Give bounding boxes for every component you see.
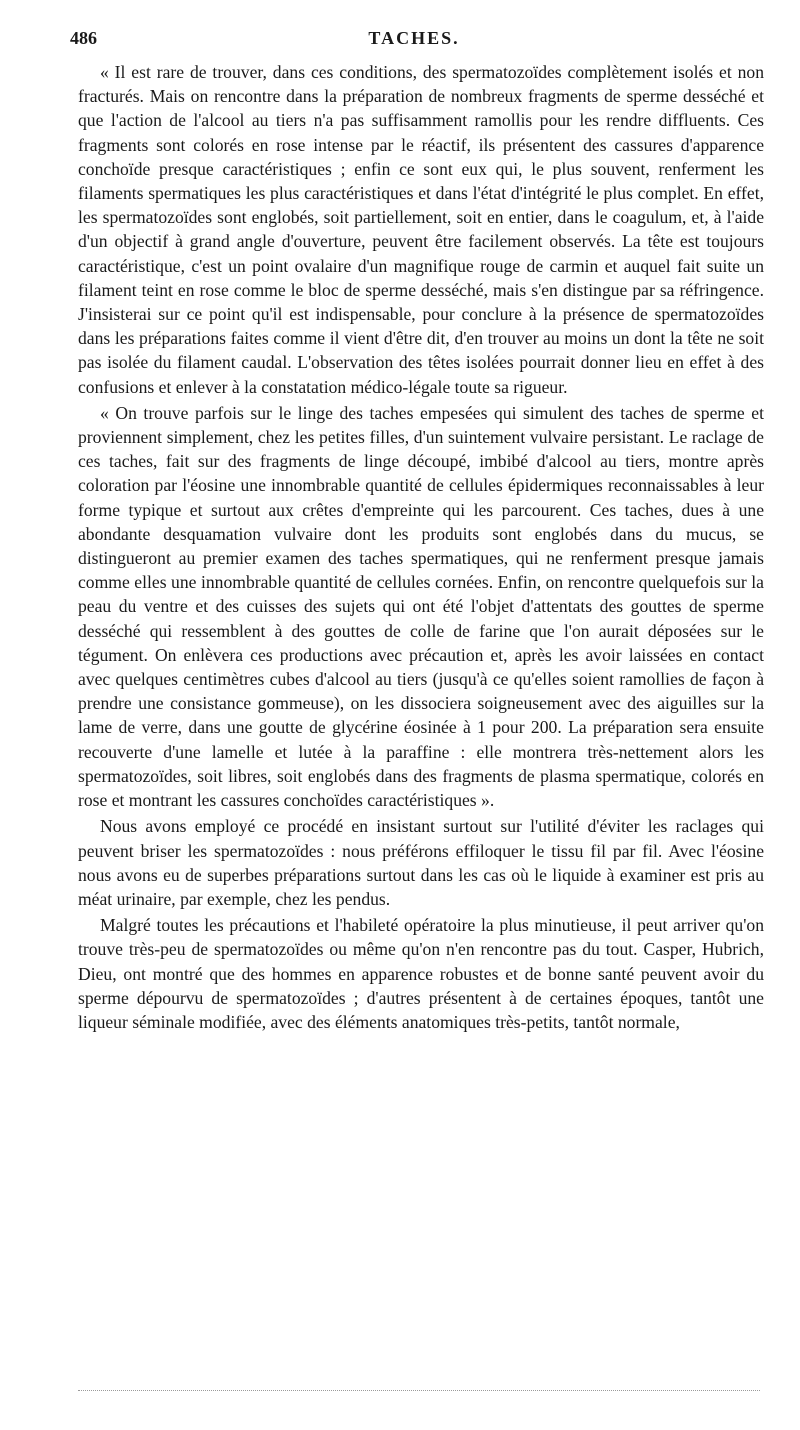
paragraph-4: Malgré toutes les précautions et l'habileté opératoire la plus minutieuse, il peut arriver qu'on trouve très-peu de spermatozoïdes ou même qu'on n'en rencontre pas du tout. Casper, Hubrich, Dieu, ont montré que des hommes en apparence robustes et de bonne santé peuvent avoir du sperme dépourvu de spermatozoïdes ; d'autres présentent à de certaines époques, tantôt une liqueur séminale modifiée, avec des éléments anatomiques très-petits, tantôt normale,	[78, 915, 764, 1032]
page-header	[70, 28, 758, 56]
page-number: 486	[70, 28, 97, 48]
paragraph-3: Nous avons employé ce procédé en insistant surtout sur l'utilité d'éviter les raclages qui peuvent briser les spermatozoïdes : nous préférons effiloquer le tissu fil par fil. Avec l'éosine nous avons eu de superbes préparations surtout dans les cas où le liquide à examiner est pris au méat urinaire, par exemple, chez les pendus.	[78, 816, 764, 909]
running-title: TACHES.	[368, 28, 460, 48]
body-text	[78, 60, 764, 1034]
footer-dotted-rule	[78, 1390, 760, 1391]
paragraph-1: « Il est rare de trouver, dans ces conditions, des spermatozoïdes complètement isolés et non fracturés. Mais on rencontre dans la préparation de nombreux fragments de sperme desséché et que l'action de l'alcool au tiers n'a pas suffisamment ramollis pour les rendre diffluents. Ces fragments sont colorés en rose intense par le réactif, ils présentent des cassures d'apparence conchoïde presque caractéristiques ; enfin ce sont eux qui, le plus souvent, renferment les filaments spermatiques les plus caractéristiques et dans l'état d'intégrité le plus complet. En effet, les spermatozoïdes sont englobés, soit partiellement, soit en entier, dans le coagulum, et, à l'aide d'un objectif à grand angle d'ouverture, peuvent être facilement observés. La tête est toujours caractéristique, c'est un point ovalaire d'un magnifique rouge de carmin et auquel fait suite un filament teint en rose comme le bloc de sperme desséché, mais s'en distingue par sa réfringence. J'insisterai sur ce point qu'il est indispensable, pour conclure à la présence de spermatozoïdes dans les préparations faites comme il vient d'être dit, d'en trouver au moins un dont la tête ne soit pas isolée du filament caudal. L'observation des têtes isolées pourrait donner lieu en effet à des confusions et enlever à la constatation médico-légale toute sa rigueur.	[78, 62, 764, 397]
paragraph-2: « On trouve parfois sur le linge des taches empesées qui simulent des taches de sperme et proviennent simplement, chez les petites filles, d'un suintement vulvaire persistant. Le raclage de ces taches, fait sur des fragments de linge découpé, imbibé d'alcool au tiers, montre après coloration par l'éosine une innombrable quantité de cellules épidermiques reconnaissables à leur forme typique et surtout aux crêtes d'empreinte qui les parcourent. Ces taches, dues à une abondante desquamation vulvaire dont les produits sont englobés dans du mucus, se distingueront au premier examen des taches spermatiques, qui ne renferment presque jamais comme elles une innombrable quantité de cellules cornées. Enfin, on rencontre quelquefois sur la peau du ventre et des cuisses des sujets qui ont été l'objet d'attentats des gouttes de sperme desséché qui ressemblent à des gouttes de colle de farine que l'on aurait déposées sur le tégument. On enlèvera ces productions avec précaution et, après les avoir laissées en contact avec quelques centimètres cubes d'alcool au tiers (jusqu'à ce qu'elles soient ramollies de façon à prendre une consistance gommeuse), on les dissociera soigneusement avec des aiguilles sur la lame de verre, dans une goutte de glycérine éosinée à 1 pour 200. La préparation sera ensuite recouverte d'une lamelle et lutée à la paraffine : elle montrera très-nettement alors les spermatozoïdes, soit libres, soit englobés dans des fragments de plasma spermatique, colorés en rose et montrant les cassures conchoïdes caractéristiques ».	[78, 402, 764, 811]
